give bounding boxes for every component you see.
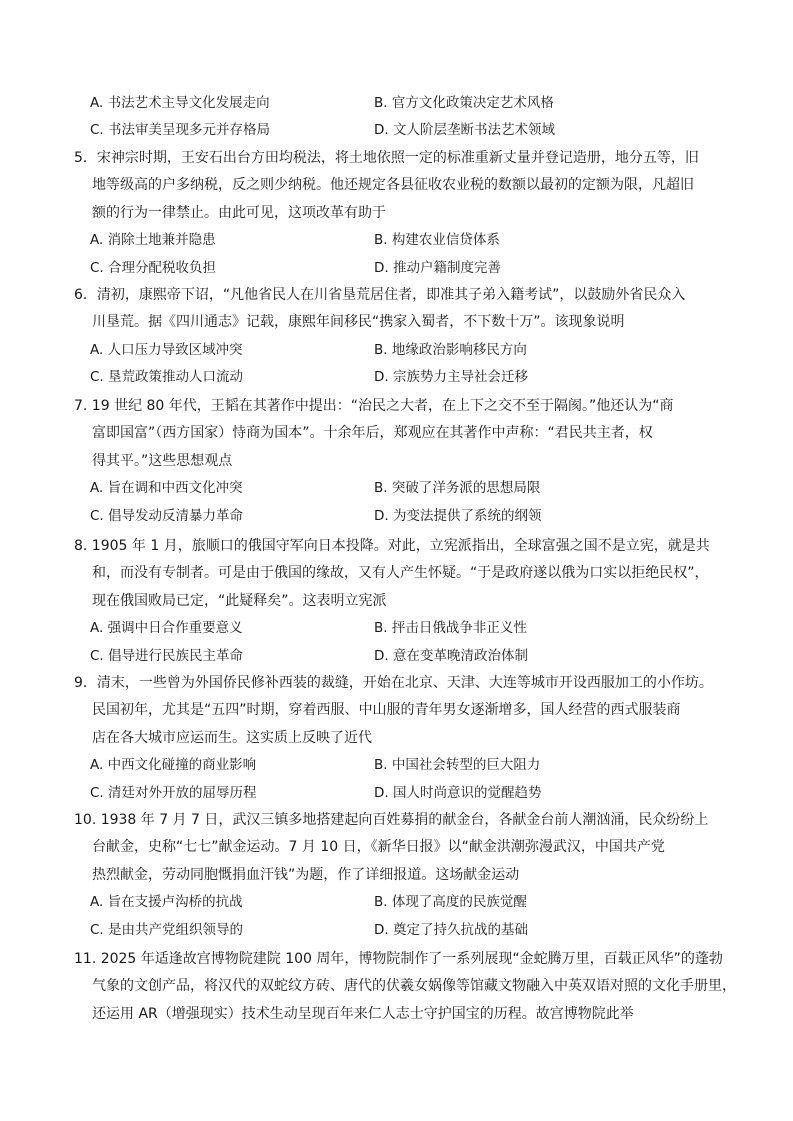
option-c[interactable]: C. 合理分配税收负担 [90,259,217,276]
question-7 [74,393,724,530]
stem-line: 台献金，史称“七七”献金运动。7 月 10 日，《新华日报》以“献金洪潮弥漫武汉，中国共产党 [92,839,665,856]
option-b[interactable]: B. 构建农业信贷体系 [374,232,500,249]
stem-line: 8. 1905 年 1 月，旅顺口的俄国守军向日本投降。对此，立宪派指出，全球富强之国不是立宪，就是共 [74,538,710,554]
option-b[interactable]: B. 中国社会转型的巨大阻力 [374,757,541,774]
question-11-stem [74,946,736,1028]
option-d[interactable]: D. 意在变革晚清政治体制 [374,647,528,664]
option-c[interactable]: C. 是由共产党组织领导的 [90,921,244,938]
question-6-stem [74,282,724,337]
option-a[interactable]: A. 旨在支援卢沟桥的抗战 [90,894,243,911]
stem-line: 川垦荒。据《四川通志》记载，康熙年间移民“携家入蜀者，不下数十万”。该现象说明 [92,314,625,331]
option-a[interactable]: A. 人口压力导致区域冲突 [90,341,243,358]
question-5-options [74,227,724,282]
question-8-stem [74,533,724,615]
option-c[interactable]: C. 倡导发动反清暴力革命 [90,507,244,524]
option-a[interactable]: A. 中西文化碰撞的商业影响 [90,757,257,774]
stem-line: 还运用 AR（增强现实）技术生动呈现百年来仁人志士守护国宝的历程。故宫博物院此举 [92,1005,634,1022]
question-9-options [74,752,724,807]
option-d[interactable]: D. 国人时尚意识的觉醒趋势 [374,784,542,801]
option-d[interactable]: D. 文人阶层垄断书法艺术领域 [374,122,555,139]
stem-line: 11. 2025 年适逢故宫博物院建院 100 周年，博物院制作了一系列展现“金蛇腾万里，百载正风华”的蓬勃 [74,951,723,967]
stem-line: 店在各大城市应运而生。这实质上反映了近代 [92,729,372,746]
stem-line: 富即国富”（西方国家）恃商为国本”。十余年后，郑观应在其著作中声称：“君民共主者，权 [92,425,653,442]
question-9 [74,670,724,807]
stem-line: 和，而没有专制者。可是由于俄国的缘故，又有人产生怀疑。“于是政府遂以俄为口实以拒绝民权”， [92,565,709,582]
stem-line: 9．清末，一些曾为外国侨民修补西装的裁缝，开始在北京、天津、大连等城市开设西服加工的小作坊。 [74,675,713,691]
option-c[interactable]: C. 垦荒政策推动人口流动 [90,369,244,386]
option-c[interactable]: C. 书法审美呈现多元并存格局 [90,122,271,139]
question-8-options [74,615,724,670]
option-b[interactable]: B. 地缘政治影响移民方向 [374,341,527,358]
question-7-options [74,475,724,530]
question-5-stem [74,145,724,227]
option-a[interactable]: A. 强调中日合作重要意义 [90,620,243,637]
stem-line: 地等级高的户多纳税，反之则少纳税。他还规定各县征收农业税的数额以最初的定额为限，凡超旧 [92,177,694,194]
option-b[interactable]: B. 官方文化政策决定艺术风格 [374,95,554,111]
option-c[interactable]: C. 清廷对外开放的屈辱历程 [90,784,257,801]
question-7-stem [74,393,724,475]
question-4 [74,90,724,145]
question-10 [74,807,724,944]
option-b[interactable]: B. 突破了洋务派的思想局限 [374,480,541,497]
stem-line: 现在俄国败局已定，“此疑释矣”。这表明立宪派 [92,592,387,609]
stem-line: 气象的文创产品，将汉代的双蛇纹方砖、唐代的伏羲女娲像等馆藏文物融入中英双语对照的文化手册里， [92,978,736,995]
option-b[interactable]: B. 抨击日俄战争非正义性 [374,620,527,637]
question-10-stem [74,807,724,889]
stem-line: 额的行为一律禁止。由此可见，这项改革有助于 [92,204,386,221]
option-c[interactable]: C. 倡导进行民族民主革命 [90,647,244,664]
question-5 [74,145,724,282]
option-a[interactable]: A. 旨在调和中西文化冲突 [90,480,243,497]
stem-line: 6．清初，康熙帝下诏，“凡他省民人在川省垦荒居住者，即准其子弟入籍考试”，以鼓励外省民众入 [74,287,686,303]
stem-line: 民国初年，尤其是“五四”时期，穿着西服、中山服的青年男女逐渐增多，国人经营的西式服装商 [92,702,681,719]
question-4-options [74,90,724,145]
question-11 [74,946,736,1028]
question-9-stem [74,670,724,752]
question-6 [74,282,724,392]
option-d[interactable]: D. 奠定了持久抗战的基础 [374,921,528,938]
question-6-options [74,337,724,392]
option-d[interactable]: D. 为变法提供了系统的纲领 [374,507,542,524]
stem-line: 5．宋神宗时期，王安石出台方田均税法，将土地依照一定的标准重新丈量并登记造册，地分五等，旧 [74,150,699,166]
option-a[interactable]: A. 书法艺术主导文化发展走向 [90,95,270,111]
option-d[interactable]: D. 推动户籍制度完善 [374,259,501,276]
option-a[interactable]: A. 消除土地兼并隐患 [90,232,216,249]
option-b[interactable]: B. 体现了高度的民族觉醒 [374,894,527,911]
stem-line: 10. 1938 年 7 月 7 日，武汉三镇多地搭建起向百姓募捐的献金台，各献金台前人潮汹涌，民众纷纷上 [74,812,709,828]
question-8 [74,533,724,670]
option-d[interactable]: D. 宗族势力主导社会迁移 [374,369,528,386]
stem-line: 热烈献金，劳动同胞慨捐血汗钱”为题，作了详细报道。这场献金运动 [92,866,520,883]
question-10-options [74,889,724,944]
stem-line: 7. 19 世纪 80 年代，王韬在其著作中提出：“治民之大者，在上下之交不至于隔阂。”他还认为“商 [74,398,674,414]
stem-line: 得其平。”这些思想观点 [92,452,233,469]
